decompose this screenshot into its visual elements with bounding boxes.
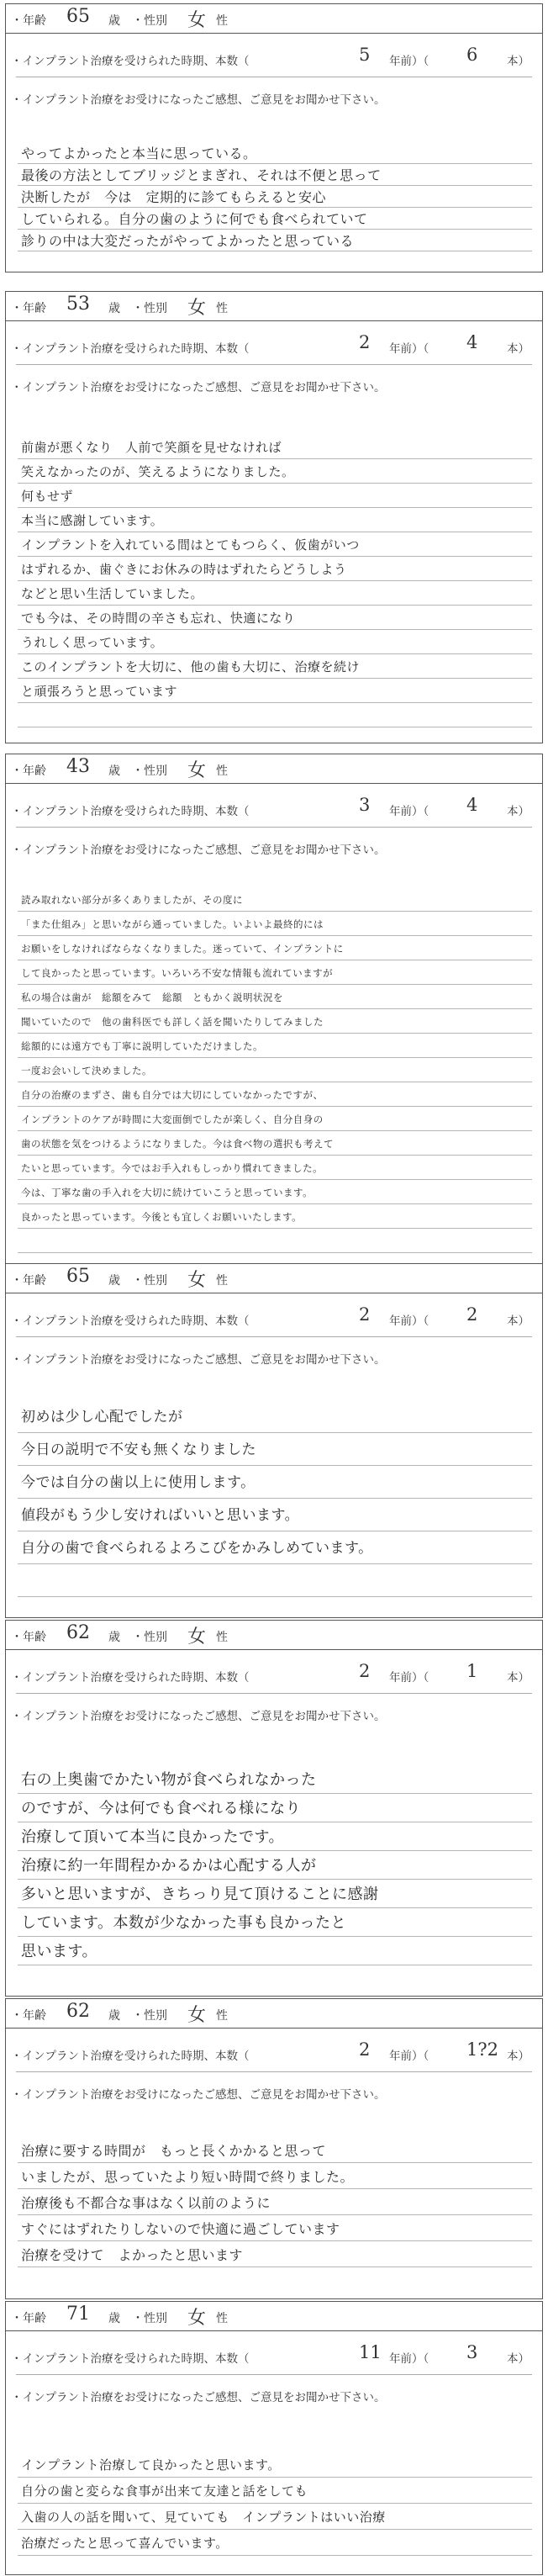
years-ago-unit: 年前）（ <box>389 2050 429 2063</box>
age-label: ・年齢 <box>11 1274 46 1288</box>
answer-line: すぐにはずれたりしないので快適に過ごしています <box>18 2217 532 2241</box>
age-value: 62 <box>66 2001 90 2022</box>
answer-line: インプラントを入れている間はとてもつらく、仮歯がいつ <box>18 534 532 557</box>
question-period-text: ・インプラント治療を受けられた時期、本数（ <box>11 1671 250 1685</box>
implant-count-unit: 本） <box>507 1314 530 1328</box>
years-ago-unit: 年前）（ <box>389 1671 429 1685</box>
answer-line: 自分の治療のまずさ、歯も自分では大切にしていなかったですが、 <box>18 1084 532 1107</box>
divider <box>16 827 532 828</box>
years-ago-value: 11 <box>359 2342 382 2362</box>
age-unit: 歳 <box>108 302 120 315</box>
divider <box>16 2374 532 2375</box>
treatment-period-question <box>6 334 542 359</box>
sex-value: 女 <box>187 1627 207 1648</box>
years-ago-value: 2 <box>359 1661 371 1681</box>
answer-line: 最後の方法としてブリッジとまぎれ、それは不便と思って <box>18 166 532 186</box>
age-label: ・年齢 <box>11 2009 46 2023</box>
years-ago-unit: 年前）（ <box>389 1314 429 1328</box>
implant-count-unit: 本） <box>507 342 530 356</box>
answer-line: このインプラントを大切に、他の歯も大切に、治療を続け <box>18 656 532 679</box>
divider <box>16 2071 532 2072</box>
answer-line: 何もせず <box>18 485 532 508</box>
impression-question <box>6 2386 542 2406</box>
survey-card <box>5 754 543 1270</box>
age-unit: 歳 <box>108 2009 120 2023</box>
card-header <box>6 1264 542 1293</box>
answer-line: でも今は、その時間の辛さも忘れ、快適になり <box>18 607 532 630</box>
treatment-period-question <box>6 1306 542 1331</box>
answer-line: 治療して頂いて本当に良かったです。 <box>18 1824 532 1851</box>
handwritten-answer <box>18 889 532 1264</box>
answer-line: 入歯の人の話を聞いて、見ていても インプラントはいい治療 <box>18 2505 532 2530</box>
answer-line: はずれるか、歯ぐきにお休みの時はずれたらどうしよう <box>18 558 532 581</box>
question-impression-text: ・インプラント治療をお受けになったご感想、ご意見をお聞かせ下さい。 <box>11 1710 386 1723</box>
answer-line: 診りの中は大変だったがやってよかったと思っている <box>18 231 532 251</box>
answer-line: 治療に約一年間程かかるかは心配する人が <box>18 1853 532 1880</box>
question-impression-text: ・インプラント治療をお受けになったご感想、ご意見をお聞かせ下さい。 <box>11 1353 386 1367</box>
answer-line: 読み取れない部分が多くありましたが、その度に <box>18 889 532 912</box>
card-header <box>6 1999 542 2029</box>
answer-line: 多いと思いますが、きちっり見て頂けることに感謝 <box>18 1881 532 1908</box>
question-period-text: ・インプラント治療を受けられた時期、本数（ <box>11 55 250 68</box>
sex-label: ・性別 <box>132 2009 167 2023</box>
sex-unit: 性 <box>216 2312 228 2325</box>
impression-question <box>6 376 542 396</box>
years-ago-unit: 年前）（ <box>389 55 429 68</box>
handwritten-answer <box>18 1767 532 1991</box>
handwritten-answer <box>18 1402 532 1612</box>
sex-unit: 性 <box>216 764 228 778</box>
answer-line: などと思い生活していました。 <box>18 583 532 606</box>
years-ago-value: 2 <box>359 1304 371 1325</box>
answer-line: 値段がもう少し安ければいいと思います。 <box>18 1500 532 1531</box>
handwritten-answer <box>18 2139 532 2293</box>
sex-unit: 性 <box>216 1631 228 1644</box>
treatment-period-question <box>6 796 542 822</box>
answer-line: 本当に感謝しています。 <box>18 510 532 532</box>
sex-label: ・性別 <box>132 764 167 778</box>
sex-value: 女 <box>187 1270 207 1291</box>
answer-line: お願いをしなければならなくなりました。迷っていて、インプラントに <box>18 938 532 960</box>
question-period-text: ・インプラント治療を受けられた時期、本数（ <box>11 1314 250 1328</box>
answer-line: 右の上奥歯でかたい物が食べられなかった <box>18 1767 532 1794</box>
sex-value: 女 <box>187 10 207 31</box>
blank-rule <box>18 1230 532 1253</box>
years-ago-unit: 年前）（ <box>389 342 429 356</box>
survey-card <box>5 1620 543 1997</box>
answer-line: して良かったと思っています。いろいろ不安な情報も流れていますが <box>18 962 532 985</box>
implant-count-value: 1 <box>466 1661 478 1681</box>
years-ago-value: 5 <box>359 45 371 65</box>
answer-line: 今日の説明で不安も無くなりました <box>18 1435 532 1466</box>
answer-line: たいと思っています。今ではお手入れもしっかり慣れてきました。 <box>18 1157 532 1180</box>
age-unit: 歳 <box>108 14 120 28</box>
answer-line: 自分の歯と変らな食事が出来て友達と話をしても <box>18 2479 532 2504</box>
answer-line: と頑張ろうと思っています <box>18 680 532 703</box>
answer-line: 今は、丁寧な歯の手入れを大切に続けていこうと思っています。 <box>18 1182 532 1204</box>
implant-count-value: 2 <box>466 1304 478 1325</box>
question-impression-text: ・インプラント治療をお受けになったご感想、ご意見をお聞かせ下さい。 <box>11 381 386 394</box>
treatment-period-question <box>6 2344 542 2369</box>
answer-line: インプラントのケアが時間に大変面倒でしたが楽しく、自分自身の <box>18 1108 532 1131</box>
card-header <box>6 754 542 784</box>
answer-line: インプラント治療して良かったと思います。 <box>18 2453 532 2478</box>
implant-count-unit: 本） <box>507 2050 530 2063</box>
implant-count-value: 3 <box>466 2342 478 2362</box>
impression-question <box>6 1705 542 1725</box>
answer-line: 一度お会いして決めました。 <box>18 1060 532 1082</box>
age-value: 43 <box>66 756 90 777</box>
card-header <box>6 1621 542 1650</box>
answer-line: 治療に要する時間が もっと長くかかると思って <box>18 2139 532 2163</box>
age-unit: 歳 <box>108 1274 120 1288</box>
answer-line: やってよかったと本当に思っている。 <box>18 144 532 164</box>
age-label: ・年齢 <box>11 302 46 315</box>
blank-rule <box>18 1566 532 1597</box>
survey-card <box>5 3 543 272</box>
handwritten-answer <box>18 436 532 738</box>
sex-label: ・性別 <box>132 14 167 28</box>
sex-label: ・性別 <box>132 1274 167 1288</box>
age-value: 53 <box>66 294 90 315</box>
question-impression-text: ・インプラント治療をお受けになったご感想、ご意見をお聞かせ下さい。 <box>11 2088 386 2102</box>
card-header <box>6 2302 542 2331</box>
answer-line: のですが、今は何でも食べれる様になり <box>18 1796 532 1822</box>
implant-count-value: 1?2 <box>466 2039 498 2060</box>
treatment-period-question <box>6 46 542 71</box>
sex-value: 女 <box>187 2005 207 2026</box>
handwritten-answer <box>18 144 532 267</box>
question-period-text: ・インプラント治療を受けられた時期、本数（ <box>11 2050 250 2063</box>
years-ago-value: 2 <box>359 2039 371 2060</box>
age-label: ・年齢 <box>11 2312 46 2325</box>
divider <box>16 364 532 365</box>
survey-card <box>5 1998 543 2299</box>
implant-count-unit: 本） <box>507 2352 530 2366</box>
implant-count-unit: 本） <box>507 55 530 68</box>
age-value: 65 <box>66 6 90 27</box>
implant-count-unit: 本） <box>507 1671 530 1685</box>
sex-unit: 性 <box>216 1274 228 1288</box>
answer-line: うれしく思っています。 <box>18 632 532 654</box>
implant-count-value: 4 <box>466 795 478 815</box>
years-ago-unit: 年前）（ <box>389 805 429 818</box>
survey-card <box>5 291 543 743</box>
sex-value: 女 <box>187 760 207 781</box>
answer-line: しています。本数が少なかった事も良かったと <box>18 1910 532 1937</box>
answer-line: 治療を受けて よかったと思います <box>18 2243 532 2267</box>
answer-line: 前歯が悪くなり 人前で笑顔を見せなければ <box>18 436 532 459</box>
sex-label: ・性別 <box>132 2312 167 2325</box>
impression-question <box>6 2083 542 2103</box>
divider <box>16 1693 532 1694</box>
implant-count-value: 6 <box>466 45 478 65</box>
question-period-text: ・インプラント治療を受けられた時期、本数（ <box>11 342 250 356</box>
answer-line: 自分の歯で食べられるよろこびをかみしめています。 <box>18 1533 532 1564</box>
treatment-period-question <box>6 2041 542 2066</box>
answer-line: 治療後も不都合な事はなく以前のように <box>18 2191 532 2215</box>
divider <box>16 1336 532 1337</box>
age-unit: 歳 <box>108 764 120 778</box>
handwritten-answer <box>18 2453 532 2569</box>
impression-question <box>6 88 542 108</box>
answer-line: 治療だったと思って喜んでいます。 <box>18 2531 532 2556</box>
answer-line: 良かったと思っています。今後とも宜しくお願いいたします。 <box>18 1206 532 1229</box>
card-header <box>6 292 542 321</box>
answer-line: 歯の状態を気をつけるようになりました。今は食べ物の選択も考えて <box>18 1133 532 1156</box>
age-value: 71 <box>66 2304 90 2325</box>
answer-line: 聞いていたので 他の歯科医でも詳しく話を聞いたりしてみました <box>18 1011 532 1034</box>
years-ago-value: 3 <box>359 795 371 815</box>
answer-line: 「また仕組み」と思いながら通っていました。いよいよ最終的には <box>18 913 532 936</box>
answer-line: 思います。 <box>18 1939 532 1965</box>
sex-label: ・性別 <box>132 302 167 315</box>
impression-question <box>6 1348 542 1368</box>
question-period-text: ・インプラント治療を受けられた時期、本数（ <box>11 805 250 818</box>
age-value: 65 <box>66 1266 90 1287</box>
sex-value: 女 <box>187 298 207 319</box>
sex-unit: 性 <box>216 14 228 28</box>
survey-card <box>5 1263 543 1618</box>
age-value: 62 <box>66 1622 90 1643</box>
sex-unit: 性 <box>216 2009 228 2023</box>
age-label: ・年齢 <box>11 14 46 28</box>
survey-card <box>5 2301 543 2575</box>
sex-unit: 性 <box>216 302 228 315</box>
answer-line: 笑えなかったのが、笑えるようになりました。 <box>18 461 532 484</box>
question-impression-text: ・インプラント治療をお受けになったご感想、ご意見をお聞かせ下さい。 <box>11 2391 386 2404</box>
age-unit: 歳 <box>108 1631 120 1644</box>
sex-value: 女 <box>187 2308 207 2329</box>
sex-label: ・性別 <box>132 1631 167 1644</box>
question-impression-text: ・インプラント治療をお受けになったご感想、ご意見をお聞かせ下さい。 <box>11 844 386 857</box>
question-impression-text: ・インプラント治療をお受けになったご感想、ご意見をお聞かせ下さい。 <box>11 93 386 107</box>
age-unit: 歳 <box>108 2312 120 2325</box>
years-ago-unit: 年前）（ <box>389 2352 429 2366</box>
implant-count-value: 4 <box>466 332 478 352</box>
age-label: ・年齢 <box>11 1631 46 1644</box>
treatment-period-question <box>6 1663 542 1688</box>
card-header <box>6 4 542 34</box>
age-label: ・年齢 <box>11 764 46 778</box>
answer-line: 今では自分の歯以上に使用します。 <box>18 1468 532 1499</box>
implant-count-unit: 本） <box>507 805 530 818</box>
years-ago-value: 2 <box>359 332 371 352</box>
impression-question <box>6 838 542 859</box>
answer-line: 総額的には遠方でも丁寧に説明していただけました。 <box>18 1035 532 1058</box>
answer-line: 私の場合は歯が 総額をみて 総額 ともかく説明状況を <box>18 986 532 1009</box>
blank-rule <box>18 705 532 727</box>
answer-line: 決断したが 今は 定期的に診てもらえると安心 <box>18 188 532 208</box>
answer-line: 初めは少し心配でしたが <box>18 1402 532 1433</box>
answer-line: いましたが、思っていたより短い時間で終りました。 <box>18 2165 532 2189</box>
question-period-text: ・インプラント治療を受けられた時期、本数（ <box>11 2352 250 2366</box>
answer-line: していられる。自分の歯のように何でも食べられていて <box>18 209 532 230</box>
